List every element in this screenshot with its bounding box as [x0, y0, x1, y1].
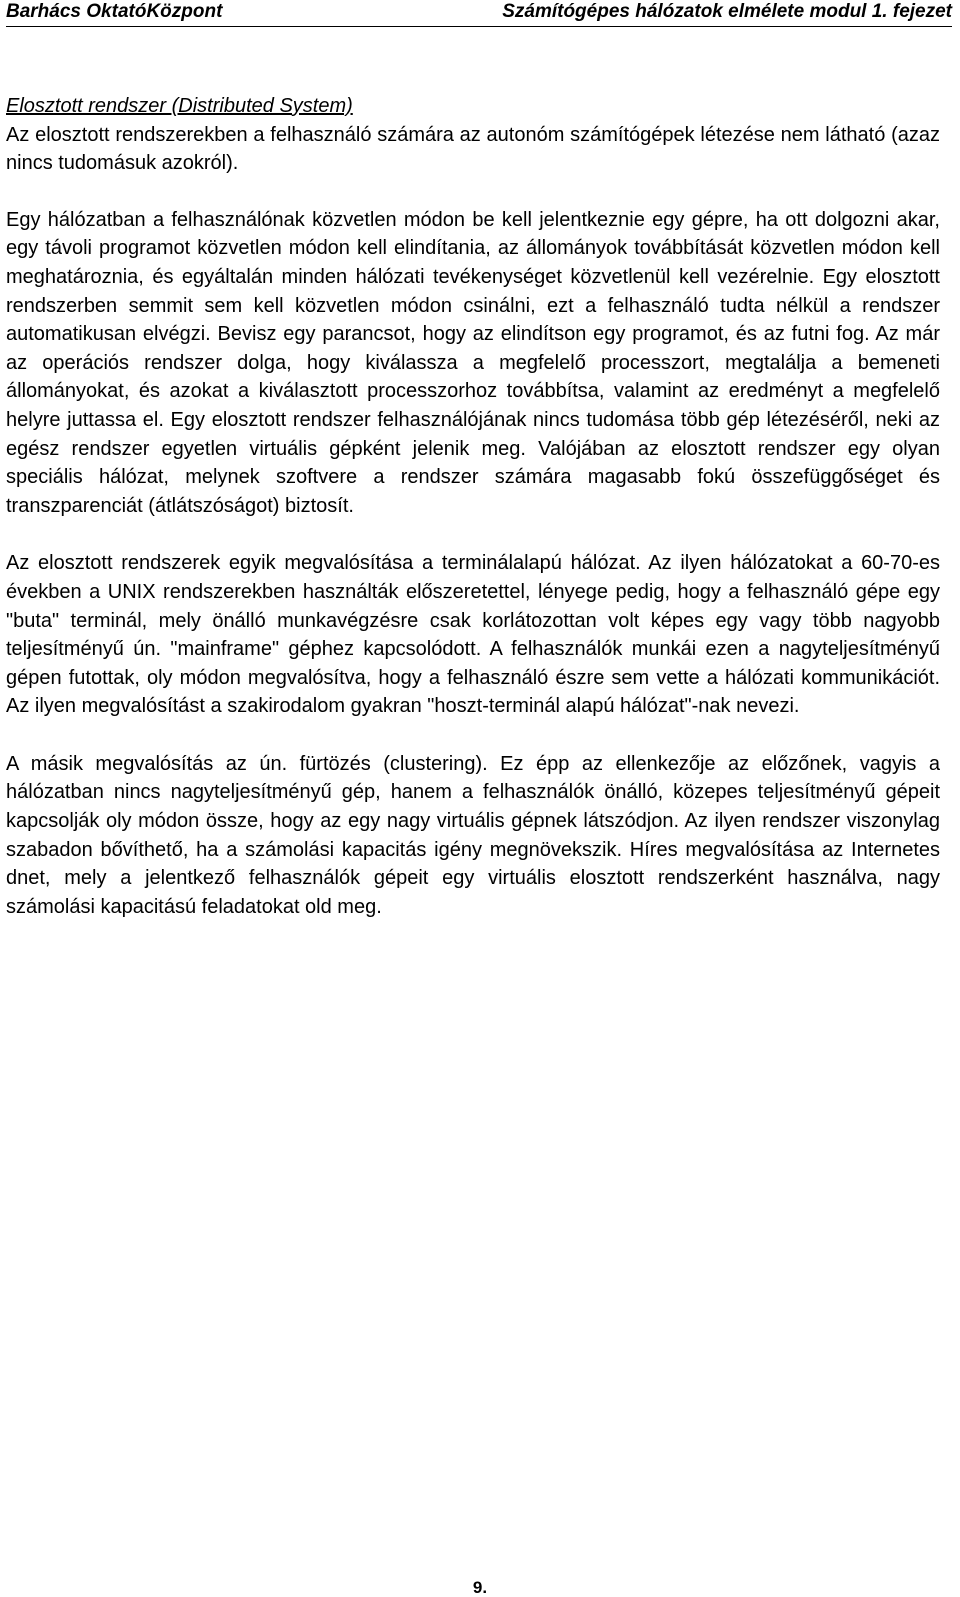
paragraph-distributed-vs-network: Egy hálózatban a felhasználónak közvetlen módon be kell jelentkeznie egy gépre, ha ott dolgozni akar, egy távoli programot közvetlen módon kell elindítania, az állományok továbbítását közvetlen módon kell meghatároznia, és egyáltalán minden hálózati tevékenységet közvetlenül kell vezérelnie. Egy elosztott rendszerben semmit sem kell közvetlen módon csinálni, ezt a felhasználó tudta nélkül a rendszer automatikusan elvégzi. Bevisz egy parancsot, hogy az elindítson egy programot, és az futni fog. Az már az operációs rendszer dolga, hogy kiválassza a megfelelő processzort, megtalálja a bemeneti állományokat, és azokat a kiválasztott processzorhoz továbbítsa, valamint az eredményt a megfelelő helyre juttassa el. Egy elosztott rendszer felhasználójának nincs tudomása több gép létezéséről, neki az egész rendszer egyetlen virtuális gépként jelenik meg. Valójában az elosztott rendszer egy olyan speciális hálózat, melynek szoftvere a rendszer számára magasabb fokú összefüggőséget és transzparenciát (átlátszóságot) biztosít.	[6, 208, 940, 517]
paragraph-clustering: A másik megvalósítás az ún. fürtözés (clustering). Ez épp az ellenkezője az előzőnek, vagyis a hálózatban nincs nagyteljesítményű gép, hanem a felhasználók önálló, közepes teljesítményű gépeit kapcsolják oly módon össze, hogy az egy nagy virtuális gépnek látszódjon. Az ilyen rendszer viszonylag szabadon bővíthető, ha a számolási kapacitás igény megnövekszik. Híres megvalósítása az Internetes dnet, mely a jelentkező felhasználók gépeit egy virtuális elosztott rendszerként használva, nagy számolási kapacitású feladatokat old meg.	[6, 752, 940, 918]
page-number: 9.	[472, 1578, 488, 1597]
document-body	[6, 92, 940, 921]
section-intro: Az elosztott rendszerekben a felhasználó számára az autonóm számítógépek létezése nem látható (azaz nincs tudomásuk azokról).	[6, 123, 940, 175]
page-header	[6, 0, 952, 27]
section-title: Elosztott rendszer (Distributed System)	[6, 95, 353, 117]
paragraph-terminal-network: Az elosztott rendszerek egyik megvalósítása a terminálalapú hálózat. Az ilyen hálózatokat a 60-70-es években a UNIX rendszerekben használták előszeretettel, lényege pedig, hogy a felhasználó gépe egy "buta" terminál, mely önálló munkavégzésre csak korlátozottan volt képes egy vagy több nagyobb teljesítményű ún. "mainframe" géphez kapcsolódott. A felhasználók munkái ezen a nagyteljesítményű gépen futottak, oly módon megvalósítva, hogy a felhasználó észre sem vette a hálózati kommunikációt. Az ilyen megvalósítást a szakirodalom gyakran "hoszt-terminál alapú hálózat"-nak nevezi.	[6, 552, 940, 718]
header-institution: Barhács OktatóKözpont	[6, 1, 223, 22]
header-chapter-title: Számítógépes hálózatok elmélete modul 1. fejezet	[502, 1, 952, 22]
